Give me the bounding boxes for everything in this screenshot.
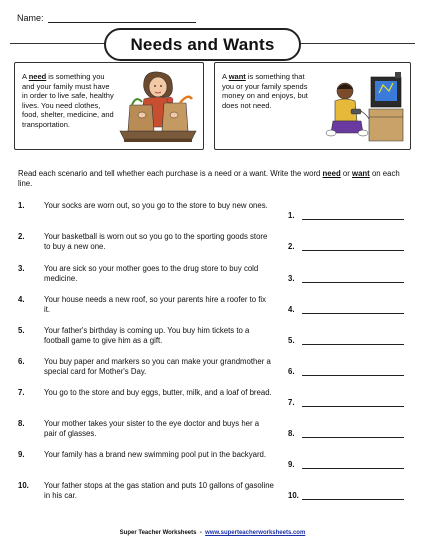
name-label: Name: <box>17 13 44 23</box>
question-number: 8. <box>18 419 25 428</box>
answer-line[interactable] <box>302 406 404 407</box>
answer-number: 6. <box>288 367 295 376</box>
question-number: 2. <box>18 232 25 241</box>
answer-line[interactable] <box>302 282 404 283</box>
question-number: 10. <box>18 481 29 490</box>
instructions-need-keyword: need <box>322 169 341 178</box>
question-text: Your father stops at the gas station and puts 10 gallons of gasoline in his car. <box>44 481 274 500</box>
question-item <box>18 481 410 507</box>
answer-number: 10. <box>288 491 299 500</box>
footer-brand: Super Teacher Worksheets <box>119 530 197 536</box>
question-item <box>18 450 410 476</box>
answer-number: 8. <box>288 429 295 438</box>
answer-number: 4. <box>288 305 295 314</box>
question-number: 3. <box>18 264 25 273</box>
question-item <box>18 295 410 321</box>
need-definition-box <box>14 62 204 150</box>
question-text: Your family has a brand new swimming pool put in the backyard. <box>44 450 267 459</box>
question-item <box>18 264 410 290</box>
instructions <box>18 169 410 188</box>
answer-number: 3. <box>288 274 295 283</box>
footer-separator: - <box>196 530 206 536</box>
answer-number: 9. <box>288 460 295 469</box>
footer-link[interactable]: www.superteacherworksheets.com <box>205 530 306 536</box>
page-title: Needs and Wants <box>130 34 275 54</box>
question-number: 5. <box>18 326 25 335</box>
question-item <box>18 232 410 258</box>
want-keyword: want <box>228 72 246 81</box>
question-item <box>18 201 410 227</box>
answer-line[interactable] <box>302 344 404 345</box>
question-number: 7. <box>18 388 25 397</box>
instructions-end: on each line. <box>18 169 400 188</box>
want-definition: is something that you or your family spends money on and enjoys, but does not need. <box>222 72 308 110</box>
question-number: 1. <box>18 201 25 210</box>
question-text: Your socks are worn out, so you go to the store to buy new ones. <box>44 201 268 210</box>
answer-number: 2. <box>288 242 295 251</box>
question-number: 6. <box>18 357 25 366</box>
question-number: 9. <box>18 450 25 459</box>
instructions-want-keyword: want <box>352 169 370 178</box>
woman-with-grocery-bags-icon <box>118 69 198 147</box>
need-keyword: need <box>28 72 47 81</box>
answer-line[interactable] <box>302 313 404 314</box>
need-definition: is something you and your family must have in order to live safe, healthy lives. You need clothes, food, shelter, medicine, and transportation. <box>22 72 114 129</box>
question-number: 4. <box>18 295 25 304</box>
question-text: You are sick so your mother goes to the drug store to buy cold medicine. <box>44 264 259 283</box>
name-line <box>48 14 196 23</box>
question-text: You buy paper and markers so you can make your grandmother a special card for Mother's Day. <box>44 357 271 376</box>
question-item <box>18 357 410 383</box>
answer-number: 5. <box>288 336 295 345</box>
answer-line[interactable] <box>302 219 404 220</box>
need-prefix: A <box>22 72 29 81</box>
question-text: You go to the store and buy eggs, butter, milk, and a loaf of bread. <box>44 388 272 397</box>
title-banner <box>104 28 301 61</box>
want-prefix: A <box>222 72 229 81</box>
instructions-or: or <box>340 169 353 178</box>
question-item <box>18 419 410 445</box>
name-field <box>17 13 196 23</box>
answer-line[interactable] <box>302 468 404 469</box>
footer <box>0 530 425 536</box>
answer-number: 1. <box>288 211 295 220</box>
instructions-text: Read each scenario and tell whether each purchase is a need or a want. Write the word <box>18 169 323 178</box>
question-item <box>18 326 410 352</box>
question-item <box>18 388 410 414</box>
want-definition-text <box>222 72 310 110</box>
answer-line[interactable] <box>302 437 404 438</box>
question-text: Your house needs a new roof, so your parents hire a roofer to fix it. <box>44 295 267 314</box>
want-definition-box <box>214 62 411 150</box>
boy-playing-video-games-icon <box>323 69 409 147</box>
answer-line[interactable] <box>302 499 404 500</box>
need-definition-text <box>22 72 117 129</box>
answer-line[interactable] <box>302 250 404 251</box>
question-text: Your basketball is worn out so you go to the sporting goods store to buy a new one. <box>44 232 268 251</box>
question-text: Your father's birthday is coming up. You buy him tickets to a football game to give him as a gift. <box>44 326 250 345</box>
answer-number: 7. <box>288 398 295 407</box>
answer-line[interactable] <box>302 375 404 376</box>
question-text: Your mother takes your sister to the eye doctor and buys her a pair of glasses. <box>44 419 260 438</box>
